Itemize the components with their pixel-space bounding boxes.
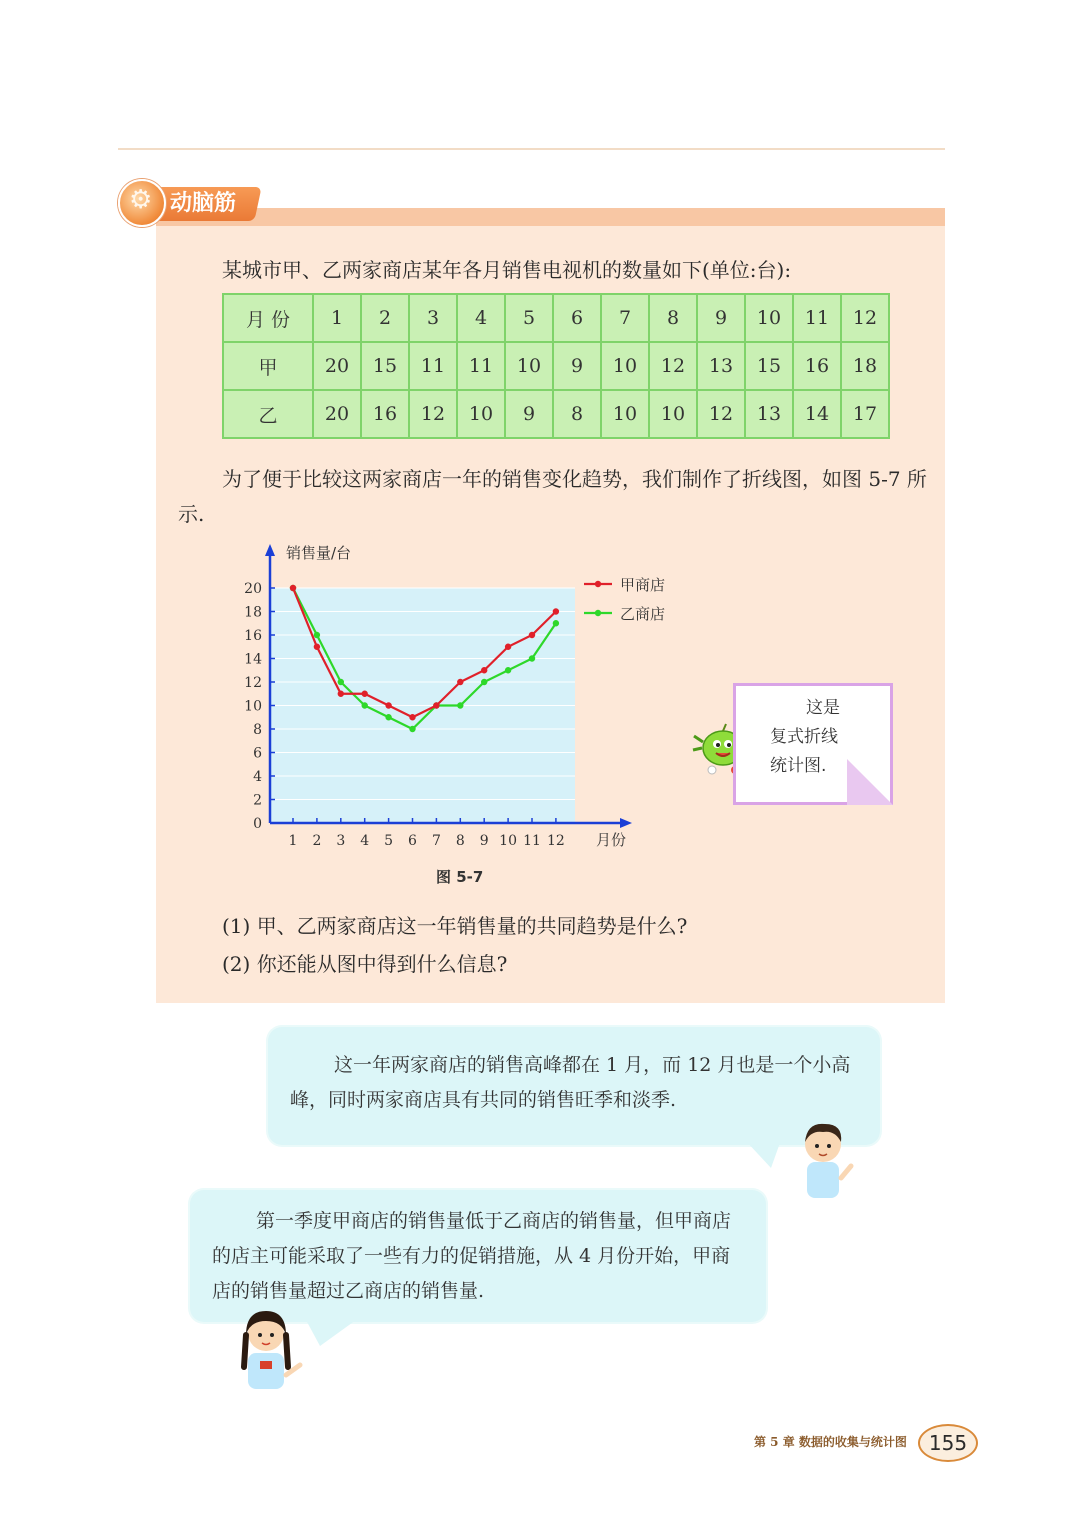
table-cell: 8 [553,390,601,438]
table-cell: 8 [649,294,697,342]
table-cell: 13 [697,342,745,390]
table-cell: 20 [313,390,361,438]
table-cell: 12 [841,294,889,342]
y-tick-label: 16 [244,628,262,644]
x-tick-label: 9 [479,833,489,849]
data-point [529,632,535,638]
data-point [290,585,296,591]
x-tick-label: 8 [455,833,465,849]
bubble-tail [306,1320,356,1346]
table-cell: 13 [745,390,793,438]
table-cell: 12 [649,342,697,390]
data-point [505,667,511,673]
y-tick-label: 12 [244,675,262,691]
data-point [314,632,320,638]
girl-avatar [238,1305,310,1390]
figure-caption: 图 5-7 [436,868,484,886]
table-row [223,342,889,390]
data-point [385,702,391,708]
data-point [338,679,344,685]
table-cell: 16 [361,390,409,438]
tip-fold [847,759,893,805]
data-point [433,702,439,708]
table-cell: 12 [409,390,457,438]
table-cell: 9 [505,390,553,438]
y-tick-label: 6 [253,745,262,762]
tip-line: 这是 [806,698,840,718]
data-point [505,644,511,650]
bubble-text: 这一年两家商店的销售高峰都在 1 月，而 12 月也是一个小高峰，同时两家商店具有共同的销售旺季和淡季. [290,1054,851,1111]
table-cell: 5 [505,294,553,342]
x-tick-label: 3 [336,833,346,849]
table-row [223,294,889,342]
y-tick-label: 10 [244,698,262,715]
table-cell: 10 [745,294,793,342]
table-cell: 7 [601,294,649,342]
legend-marker [595,610,601,616]
speech-bubble-boy [268,1027,880,1145]
x-tick-label: 2 [312,833,322,849]
x-tick-label: 11 [523,833,541,849]
data-point [457,702,463,708]
table-cell: 3 [409,294,457,342]
table-cell: 10 [601,390,649,438]
tip-note [733,683,893,805]
table-cell: 12 [697,390,745,438]
table-row-label: 乙 [223,390,313,438]
x-axis-label: 月份 [596,831,627,849]
data-point [409,726,415,732]
table-cell: 18 [841,342,889,390]
intro-paragraph: 为了便于比较这两家商店一年的销售变化趋势，我们制作了折线图，如图 5-7 所示. [178,467,927,526]
table-header-cell: 月 份 [223,294,313,342]
table-cell: 2 [361,294,409,342]
table-cell: 11 [457,342,505,390]
table-cell: 16 [793,342,841,390]
question-2: (2) 你还能从图中得到什么信息? [222,952,508,976]
data-point [362,702,368,708]
bubble-text: 第一季度甲商店的销售量低于乙商店的销售量，但甲商店的店主可能采取了一些有力的促销措施，从 4 月份开始，甲商店的销售量超过乙商店的销售量. [212,1210,732,1302]
table-cell: 15 [361,342,409,390]
tip-line: 统计图. [770,756,827,776]
table-cell: 15 [745,342,793,390]
table-row [223,390,889,438]
table-cell: 10 [601,342,649,390]
x-tick-label: 1 [288,833,298,849]
boy-avatar [795,1118,855,1200]
gear-icon [118,179,166,227]
x-tick-label: 6 [408,833,417,849]
x-tick-label: 7 [431,833,441,849]
y-axis-arrow [265,544,275,556]
page-number: 155 [918,1424,978,1462]
chapter-footer: 第 5 章 数据的收集与统计图 [754,1435,907,1449]
table-cell: 1 [313,294,361,342]
think-badge-label: 动脑筋 [144,187,261,221]
bubble-tail [745,1140,781,1168]
y-tick-label: 4 [253,769,262,785]
data-point [481,667,487,673]
table-row-label: 甲 [223,342,313,390]
data-point [362,691,368,697]
table-cell: 10 [505,342,553,390]
data-point [385,714,391,720]
y-tick-label: 8 [253,722,262,738]
data-point [457,679,463,685]
data-point [409,714,415,720]
tip-line: 复式折线 [770,727,838,747]
data-point [553,608,559,614]
x-tick-label: 5 [384,833,394,849]
intro-text: 某城市甲、乙两家商店某年各月销售电视机的数量如下(单位:台): [222,258,792,282]
sales-table [222,293,890,439]
table-cell: 10 [457,390,505,438]
legend-label: 乙商店 [620,605,666,623]
legend-label: 甲商店 [620,576,666,594]
table-cell: 6 [553,294,601,342]
table-cell: 17 [841,390,889,438]
data-point [529,655,535,661]
y-tick-label: 20 [244,581,262,597]
y-tick-label: 18 [244,604,262,621]
x-tick-label: 4 [360,833,370,849]
table-cell: 9 [553,342,601,390]
table-cell: 20 [313,342,361,390]
y-tick-label: 2 [253,792,262,809]
data-point [314,644,320,650]
line-chart [220,540,690,860]
table-cell: 11 [409,342,457,390]
think-badge [118,179,278,227]
data-point [338,691,344,697]
top-rule [118,148,945,150]
data-point [481,679,487,685]
x-tick-label: 12 [546,833,565,849]
y-tick-label: 14 [244,651,262,668]
legend-marker [595,581,601,587]
speech-bubble-girl [190,1190,766,1322]
table-cell: 9 [697,294,745,342]
table-cell: 10 [649,390,697,438]
x-tick-label: 10 [499,833,518,849]
data-point [553,620,559,626]
table-cell: 11 [793,294,841,342]
table-cell: 4 [457,294,505,342]
x-axis-arrow [620,818,632,828]
y-axis-label: 销售量/台 [286,544,352,562]
y-tick-label: 0 [253,816,262,832]
question-1: (1) 甲、乙两家商店这一年销售量的共同趋势是什么? [222,914,688,938]
table-cell: 14 [793,390,841,438]
